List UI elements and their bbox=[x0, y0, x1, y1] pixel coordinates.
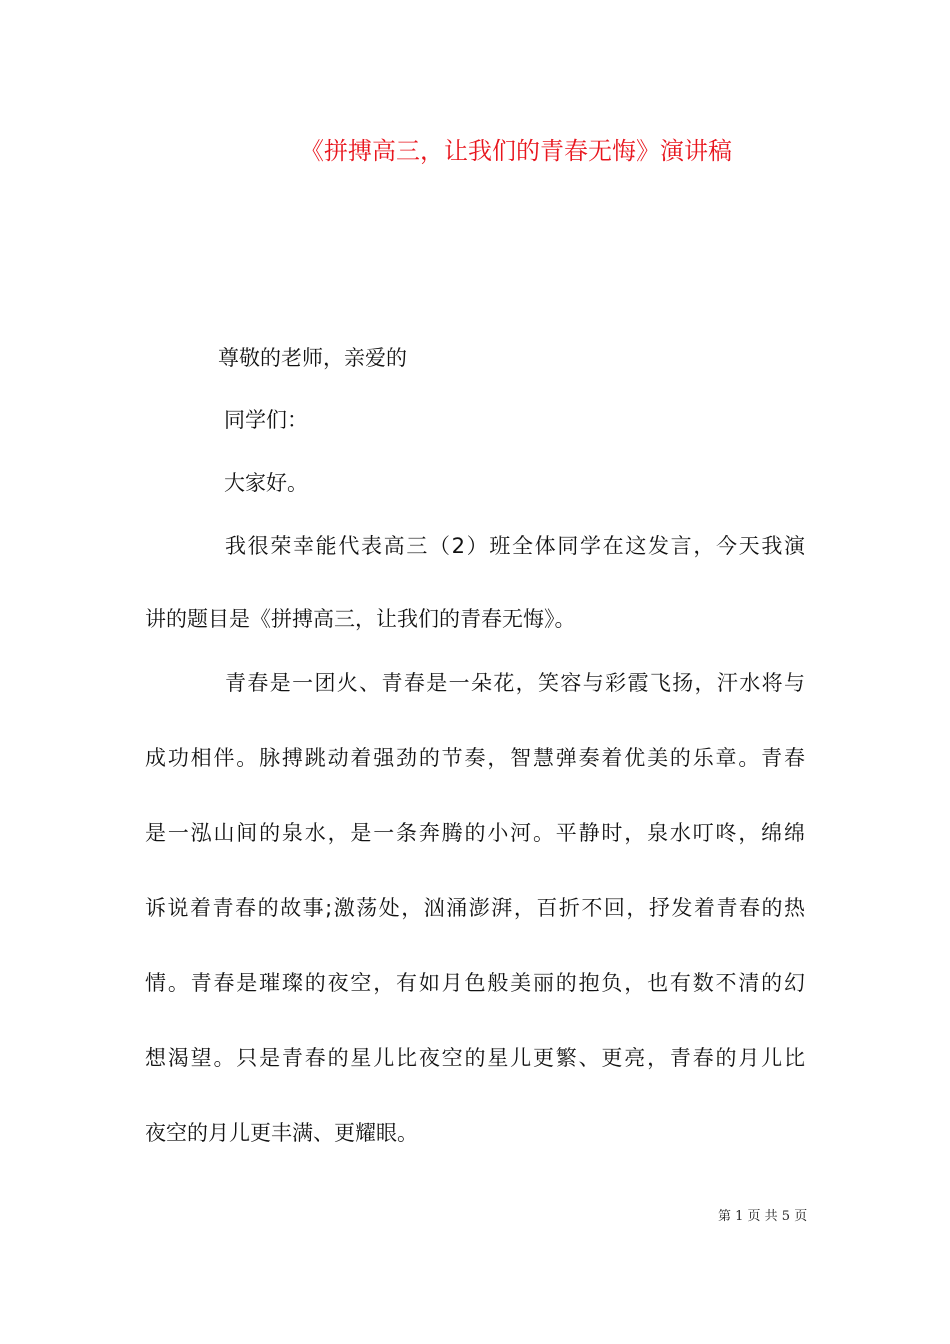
salutation-line-2: 同学们： bbox=[224, 408, 308, 432]
paragraph-row: 是一泓山间的泉水，是一条奔腾的小河。平静时，泉水叮咚，绵绵 bbox=[145, 821, 805, 845]
paragraph-row: 我很荣幸能代表高三（2）班全体同学在这发言，今天我演 bbox=[225, 534, 805, 558]
document-title: 《拼搏高三，让我们的青春无悔》演讲稿 bbox=[300, 137, 732, 165]
paragraph-row: 成功相伴。脉搏跳动着强劲的节奏，智慧弹奏着优美的乐章。青春 bbox=[145, 746, 805, 770]
paragraph-row: 讲的题目是《拼搏高三，让我们的青春无悔》。 bbox=[145, 607, 576, 631]
paragraph-row: 想渴望。只是青春的星儿比夜空的星儿更繁、更亮，青春的月儿比 bbox=[145, 1046, 805, 1070]
paragraph-row: 夜空的月儿更丰满、更耀眼。 bbox=[145, 1121, 418, 1145]
paragraph-row: 青春是一团火、青春是一朵花，笑容与彩霞飞扬，汗水将与 bbox=[225, 671, 805, 695]
paragraph-youth bbox=[145, 668, 805, 1193]
salutation-line-1: 尊敬的老师，亲爱的 bbox=[218, 346, 407, 370]
page-footer: 第 1 页 共 5 页 bbox=[718, 1209, 808, 1224]
paragraph-row: 诉说着青春的故事;激荡处，汹涌澎湃，百折不回，抒发着青春的热 bbox=[145, 896, 805, 920]
greeting-line: 大家好。 bbox=[224, 471, 308, 495]
paragraph-intro bbox=[145, 531, 805, 679]
paragraph-row: 情。青春是璀璨的夜空，有如月色般美丽的抱负，也有数不清的幻 bbox=[145, 971, 805, 995]
